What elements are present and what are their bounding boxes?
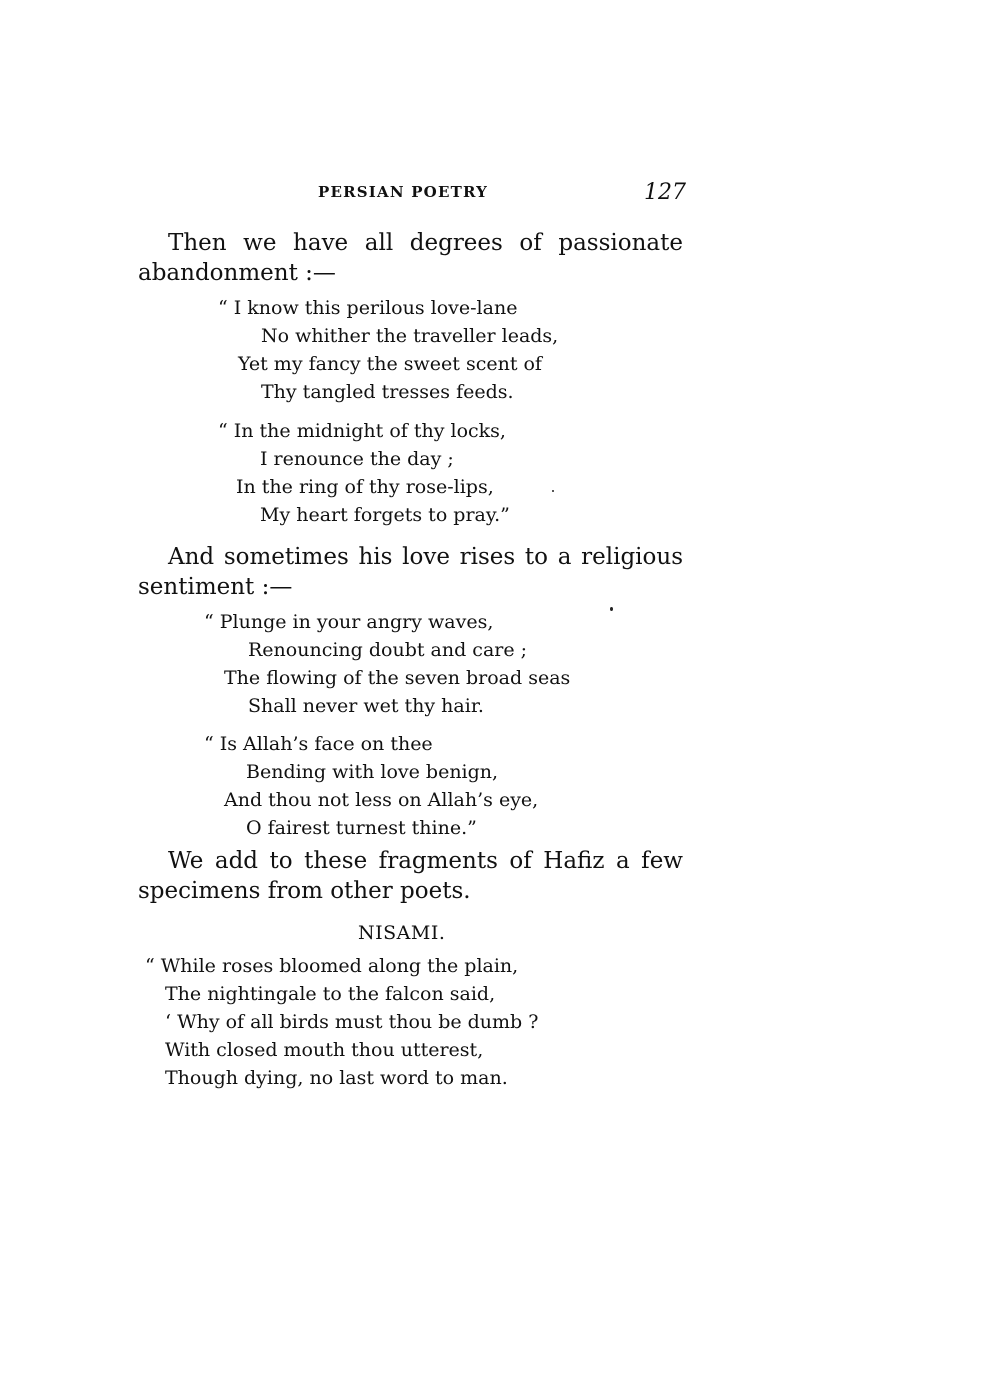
stanza-4 — [204, 730, 538, 842]
verse-line: “ In the midnight of thy locks, — [218, 420, 506, 442]
stanza-2 — [218, 417, 510, 529]
stanza-3 — [204, 608, 570, 720]
paragraph-line: specimens from other poets. — [138, 878, 471, 904]
verse-line: With closed mouth thou utterest, — [165, 1039, 484, 1061]
verse-line: Renouncing doubt and care ; — [248, 639, 528, 661]
page-number: 127 — [644, 180, 686, 205]
verse-line: “ I know this perilous love-lane — [218, 297, 518, 319]
verse-line: My heart forgets to pray.” — [260, 504, 510, 526]
verse-line: Thy tangled tresses feeds. — [261, 381, 514, 403]
verse-line: And thou not less on Allah’s eye, — [224, 789, 539, 811]
verse-line: ‘ Why of all birds must thou be dumb ? — [165, 1011, 539, 1033]
paragraph-line: And sometimes his love rises to a religious — [168, 544, 683, 570]
verse-line: No whither the traveller leads, — [261, 325, 559, 347]
running-title: PERSIAN POETRY — [318, 183, 489, 201]
verse-line: Bending with love benign, — [246, 761, 499, 783]
paragraph-line: We add to these fragments of Hafiz a few — [168, 848, 683, 874]
verse-line: Shall never wet thy hair. — [248, 695, 484, 717]
section-heading: NISAMI. — [358, 922, 446, 944]
paragraph-line: abandonment :— — [138, 260, 336, 286]
verse-line: O fairest turnest thine.” — [246, 817, 477, 839]
verse-line: “ While roses bloomed along the plain, — [145, 955, 519, 977]
stanza-1 — [218, 294, 558, 406]
verse-line: Though dying, no last word to man. — [165, 1067, 508, 1089]
paragraph-intro — [138, 228, 683, 288]
print-speck — [552, 490, 554, 492]
verse-line: The nightingale to the falcon said, — [165, 983, 496, 1005]
verse-line: “ Plunge in your angry waves, — [204, 611, 494, 633]
paragraph-line: Then we have all degrees of passionate — [168, 230, 683, 256]
paragraph-religious — [138, 542, 683, 602]
verse-line: I renounce the day ; — [260, 448, 454, 470]
verse-line: “ Is Allah’s face on thee — [204, 733, 433, 755]
verse-line: Yet my fancy the sweet scent of — [238, 353, 542, 375]
nisami-poem — [145, 952, 538, 1092]
verse-line: The flowing of the seven broad seas — [224, 667, 571, 689]
paragraph-fragments — [138, 846, 683, 906]
paragraph-line: sentiment :— — [138, 574, 293, 600]
verse-line: In the ring of thy rose-lips, — [236, 476, 494, 498]
print-speck — [610, 607, 613, 611]
